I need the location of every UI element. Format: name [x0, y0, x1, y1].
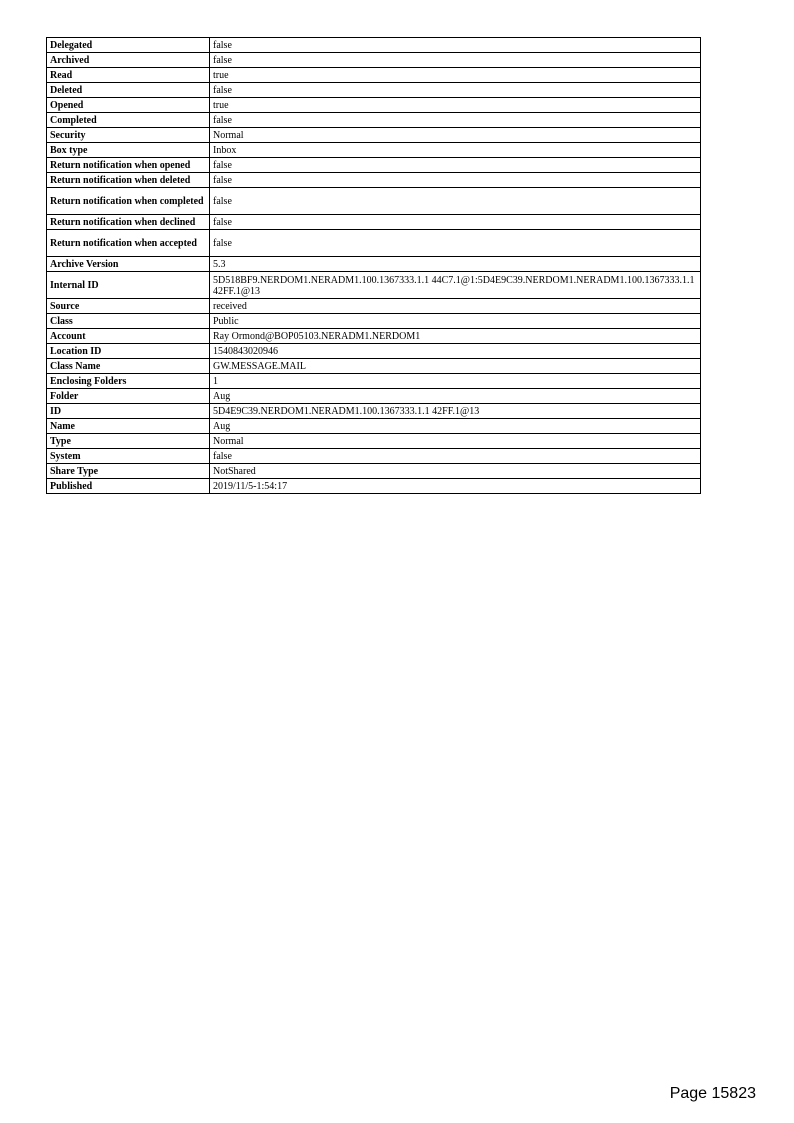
property-key: Account: [47, 329, 210, 344]
property-key: Return notification when accepted: [47, 230, 210, 257]
property-value: Ray Ormond@BOP05103.NERADM1.NERDOM1: [210, 329, 701, 344]
table-row: [47, 68, 701, 83]
property-value: false: [210, 449, 701, 464]
property-value: false: [210, 230, 701, 257]
properties-table: [46, 37, 701, 494]
property-value: NotShared: [210, 464, 701, 479]
property-value: Inbox: [210, 143, 701, 158]
table-row: [47, 257, 701, 272]
property-value: Public: [210, 314, 701, 329]
table-row: [47, 128, 701, 143]
property-value: false: [210, 173, 701, 188]
property-key: Box type: [47, 143, 210, 158]
property-value: 2019/11/5-1:54:17: [210, 479, 701, 494]
table-row: [47, 344, 701, 359]
property-key: Name: [47, 419, 210, 434]
table-row: [47, 230, 701, 257]
table-row: [47, 329, 701, 344]
property-value: Normal: [210, 434, 701, 449]
property-value: true: [210, 98, 701, 113]
table-row: [47, 404, 701, 419]
table-row: [47, 83, 701, 98]
property-key: Return notification when declined: [47, 215, 210, 230]
property-value: 1540843020946: [210, 344, 701, 359]
property-key: Return notification when opened: [47, 158, 210, 173]
table-row: [47, 449, 701, 464]
property-key: Location ID: [47, 344, 210, 359]
table-row: [47, 215, 701, 230]
property-key: Share Type: [47, 464, 210, 479]
table-row: [47, 53, 701, 68]
table-row: [47, 158, 701, 173]
property-key: Class Name: [47, 359, 210, 374]
property-value: false: [210, 188, 701, 215]
table-row: [47, 173, 701, 188]
property-value: false: [210, 158, 701, 173]
property-key: Type: [47, 434, 210, 449]
table-row: [47, 272, 701, 299]
property-key: Archive Version: [47, 257, 210, 272]
property-key: Archived: [47, 53, 210, 68]
table-row: [47, 188, 701, 215]
table-row: [47, 299, 701, 314]
property-key: System: [47, 449, 210, 464]
property-key: Internal ID: [47, 272, 210, 299]
table-row: [47, 98, 701, 113]
property-key: Class: [47, 314, 210, 329]
table-row: [47, 479, 701, 494]
table-row: [47, 113, 701, 128]
property-key: Deleted: [47, 83, 210, 98]
table-row: [47, 464, 701, 479]
property-key: Read: [47, 68, 210, 83]
table-row: [47, 419, 701, 434]
property-value: false: [210, 38, 701, 53]
property-value: false: [210, 83, 701, 98]
property-value: false: [210, 113, 701, 128]
property-key: Return notification when completed: [47, 188, 210, 215]
property-key: ID: [47, 404, 210, 419]
table-row: [47, 143, 701, 158]
table-row: [47, 359, 701, 374]
property-key: Folder: [47, 389, 210, 404]
property-value: 5D4E9C39.NERDOM1.NERADM1.100.1367333.1.1 42FF.1@13: [210, 404, 701, 419]
table-row: [47, 314, 701, 329]
property-value: 5D518BF9.NERDOM1.NERADM1.100.1367333.1.1 44C7.1@1:5D4E9C39.NERDOM1.NERADM1.100.1367333.1.142FF.1@13: [210, 272, 701, 299]
property-key: Return notification when deleted: [47, 173, 210, 188]
property-value: false: [210, 53, 701, 68]
property-value: Aug: [210, 389, 701, 404]
property-key: Delegated: [47, 38, 210, 53]
property-key: Enclosing Folders: [47, 374, 210, 389]
property-key: Security: [47, 128, 210, 143]
page-number: Page 15823: [669, 1085, 756, 1102]
property-value: false: [210, 215, 701, 230]
property-value: 1: [210, 374, 701, 389]
property-value: GW.MESSAGE.MAIL: [210, 359, 701, 374]
property-key: Published: [47, 479, 210, 494]
table-row: [47, 38, 701, 53]
property-value: received: [210, 299, 701, 314]
table-row: [47, 374, 701, 389]
property-value: Aug: [210, 419, 701, 434]
property-value: 5.3: [210, 257, 701, 272]
table-row: [47, 389, 701, 404]
table-row: [47, 434, 701, 449]
property-value: true: [210, 68, 701, 83]
property-key: Opened: [47, 98, 210, 113]
property-key: Source: [47, 299, 210, 314]
property-value: Normal: [210, 128, 701, 143]
property-key: Completed: [47, 113, 210, 128]
